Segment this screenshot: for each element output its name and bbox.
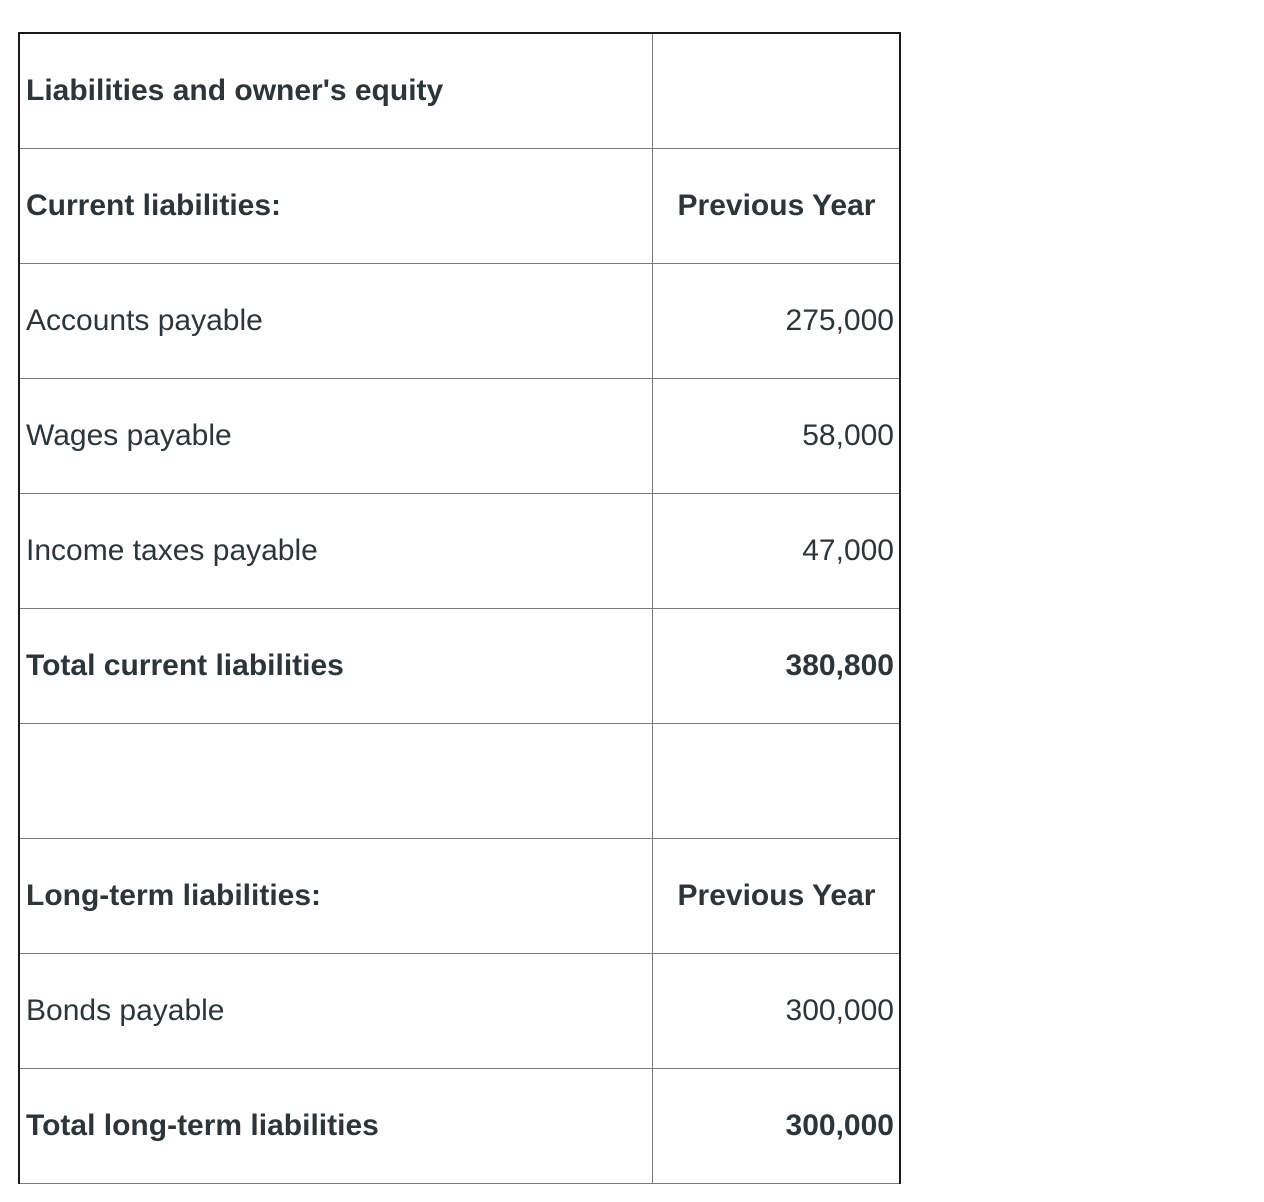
table-row <box>19 379 900 494</box>
accounts-payable-value: 275,000 <box>653 264 901 379</box>
wages-payable-value: 58,000 <box>653 379 901 494</box>
current-liabilities-heading: Current liabilities: <box>19 149 653 264</box>
total-row <box>19 1069 900 1184</box>
table-title: Liabilities and owner's equity <box>19 33 653 149</box>
table-title-value-cell <box>653 33 901 149</box>
long-term-liabilities-heading: Long-term liabilities: <box>19 839 653 954</box>
current-column-header: Previous Year <box>653 149 901 264</box>
empty-value-cell <box>653 724 901 839</box>
total-current-liabilities-value: 380,800 <box>653 609 901 724</box>
total-long-term-liabilities-value: 300,000 <box>653 1069 901 1184</box>
empty-row <box>19 724 900 839</box>
table-row <box>19 494 900 609</box>
section-header-row-current <box>19 149 900 264</box>
empty-label-cell <box>19 724 653 839</box>
total-row <box>19 609 900 724</box>
accounts-payable-label: Accounts payable <box>19 264 653 379</box>
total-long-term-liabilities-label: Total long-term liabilities <box>19 1069 653 1184</box>
table-title-row <box>19 33 900 149</box>
bonds-payable-value: 300,000 <box>653 954 901 1069</box>
bonds-payable-label: Bonds payable <box>19 954 653 1069</box>
table-row <box>19 264 900 379</box>
income-taxes-payable-value: 47,000 <box>653 494 901 609</box>
income-taxes-payable-label: Income taxes payable <box>19 494 653 609</box>
liabilities-table <box>18 32 901 1184</box>
section-header-row-long-term <box>19 839 900 954</box>
long-term-column-header: Previous Year <box>653 839 901 954</box>
total-current-liabilities-label: Total current liabilities <box>19 609 653 724</box>
wages-payable-label: Wages payable <box>19 379 653 494</box>
table-row <box>19 954 900 1069</box>
